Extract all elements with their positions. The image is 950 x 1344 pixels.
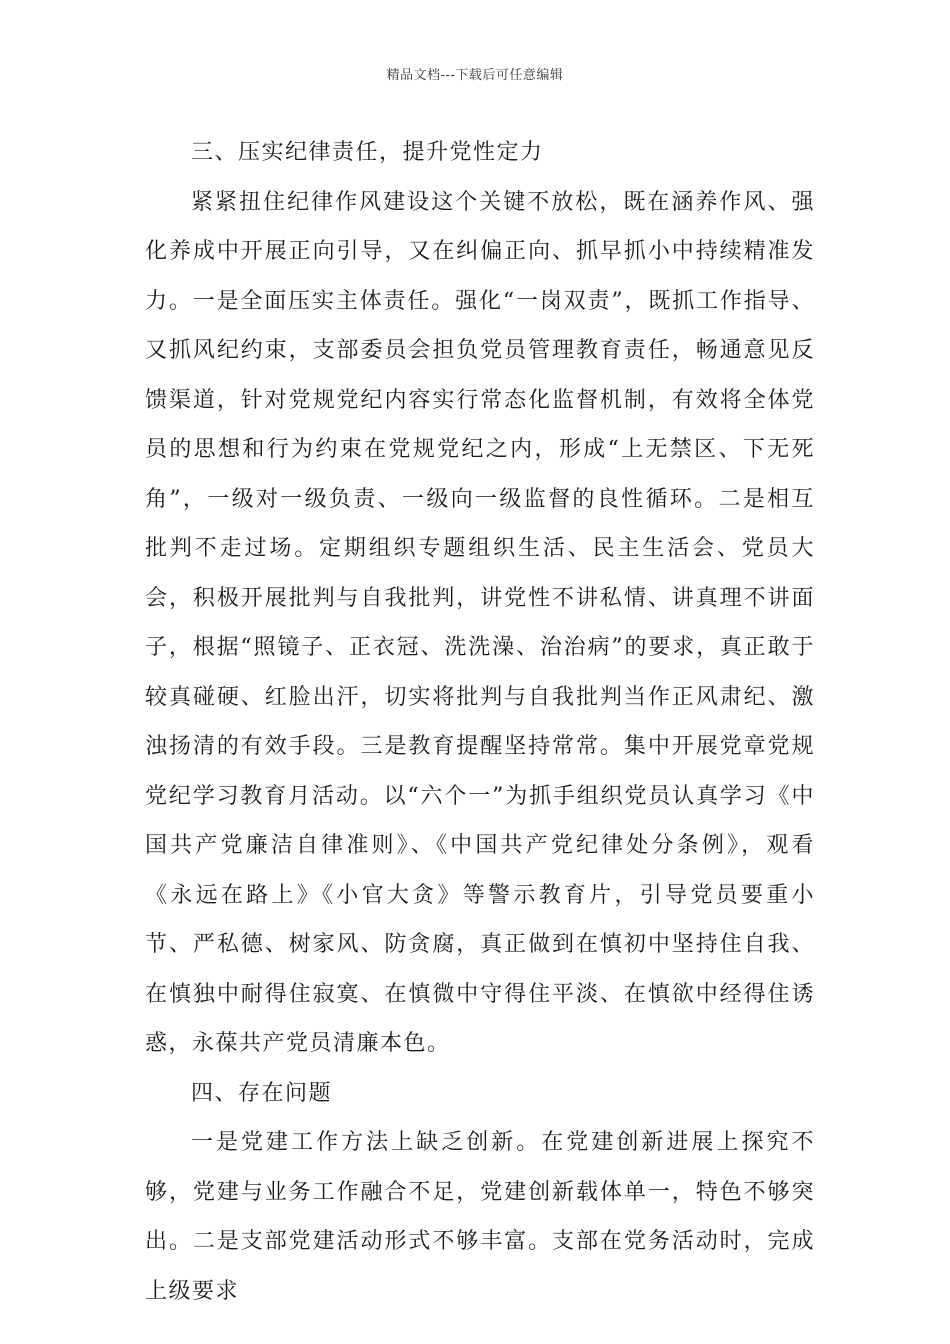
section-paragraph-3: 紧紧扭住纪律作风建设这个关键不放松，既在涵养作风、强化养成中开展正向引导，又在纠偏正向、抓早抓小中持续精准发力。一是全面压实主体责任。强化“一岗双责”，既抓工作指导、又抓风纪约束，支部委员会担负党员管理教育责任，畅通意见反馈渠道，针对党规党纪内容实行常态化监督机制，有效将全体党员的思想和行为约束在党规党纪之内，形成“上无禁区、下无死角”，一级对一级负责、一级向一级监督的良性循环。二是相互批判不走过场。定期组织专题组织生活、民主生活会、党员大会，积极开展批判与自我批判，讲党性不讲私情、讲真理不讲面子，根据“照镜子、正衣冠、洗洗澡、治治病”的要求，真正敢于较真碰硬、红脸出汗，切实将批判与自我批判当作正风肃纪、激浊扬清的有效手段。三是教育提醒坚持常常。集中开展党章党规党纪学习教育月活动。以“六个一”为抓手组织党员认真学习《中国共产党廉洁自律准则》、《中国共产党纪律处分条例》，观看《永远在路上》《小官大贪》等警示教育片，引导党员要重小节、严私德、树家风、防贪腐，真正做到在慎初中坚持住自我、在慎独中耐得住寂寞、在慎微中守得住平淡、在慎欲中经得住诱惑，永葆共产党员清廉本色。	[145, 189, 815, 1056]
page-header: 精品文档---下载后可任意编辑	[386, 68, 564, 83]
section-heading-3: 三、压实纪律责任，提升党性定力	[191, 140, 544, 165]
section-paragraph-4: 一是党建工作方法上缺乏创新。在党建创新进展上探究不够，党建与业务工作融合不足，党建创新载体单一，特色不够突出。二是支部党建活动形式不够丰富。支部在党务活动时，完成上级要求	[145, 1130, 815, 1304]
document-body	[145, 128, 815, 1316]
section-heading-4: 四、存在问题	[191, 1080, 333, 1106]
